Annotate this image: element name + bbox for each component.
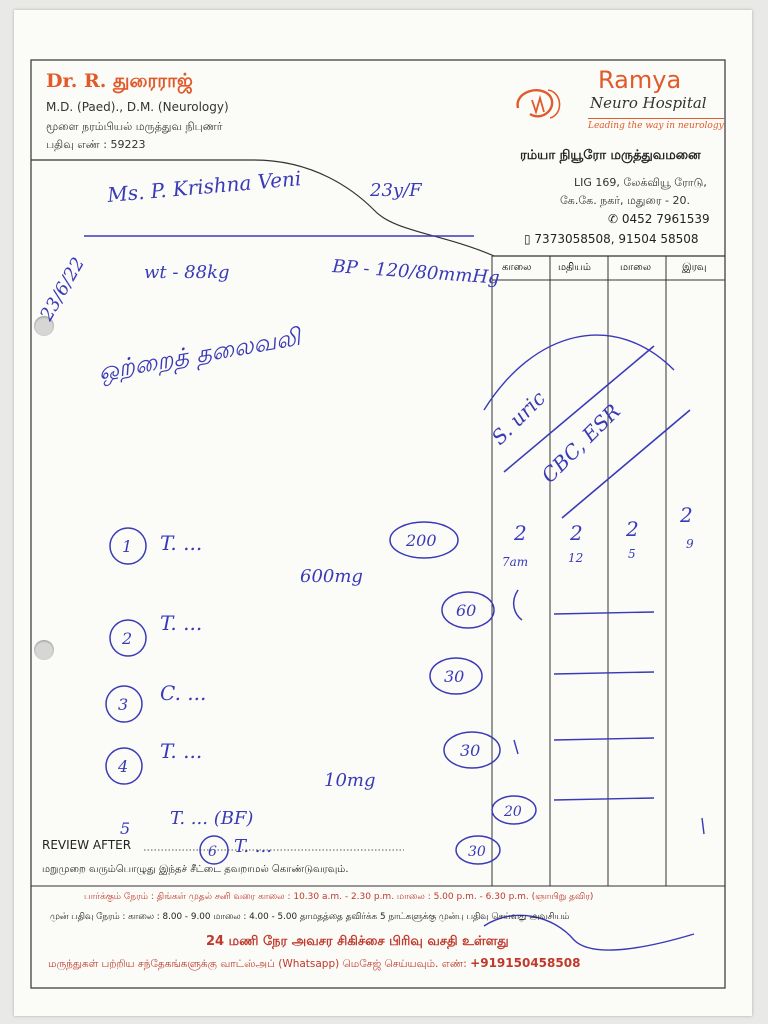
medicine-number: 5: [120, 819, 131, 838]
dose-noon: 2: [570, 521, 583, 545]
medicine-quantity: 60: [456, 601, 477, 620]
medicine-name: T. ...: [234, 836, 272, 857]
booking-hours: முன் பதிவு நேரம் : காலை : 8.00 - 9.00 மாலை : 4.00 - 5.00 தாமதத்தை தவிர்க்க 5 நாட்களுக்கு முன்பு பதிவு செய்வது அவசியம்: [50, 912, 570, 922]
return-note: மறுமுறை வரும்பொழுது இந்தச் சீட்டை தவறாமல் கொண்டுவரவும்.: [42, 864, 349, 875]
phone-icon: ✆: [608, 212, 622, 226]
whatsapp-text: மருந்துகள் பற்றிய சந்தேகங்களுக்கு வாட்ஸ்அப் (Whatsapp) மெசேஜ் செய்யவும். எண்:: [48, 958, 467, 970]
dose-header-morning: காலை: [502, 262, 532, 273]
doctor-qualification: M.D. (Paed)., D.M. (Neurology): [46, 100, 229, 114]
hospital-tamil-name: ரம்யா நியூரோ மருத்துவமனை: [520, 148, 701, 163]
medicine-number: 6: [208, 844, 217, 860]
medicine-row-1: [110, 522, 458, 587]
investigation-2: CBC, ESR: [536, 399, 625, 488]
investigation-1: S. uric: [486, 386, 551, 450]
diagnosis: ஒற்றைத் தலைவலி: [96, 322, 303, 386]
dose-evening: 2: [626, 517, 639, 541]
dose-header-evening: மாலை: [620, 262, 652, 273]
hospital-mobile-number: 7373058508, 91504 58508: [534, 232, 699, 246]
doctor-specialty: மூளை நரம்பியல் மருத்துவ நிபுணர்: [46, 120, 223, 133]
hospital-name: Ramya: [598, 66, 682, 94]
visit-date: 23/6/22: [36, 253, 90, 325]
medicine-row-4: [106, 732, 500, 791]
medicine-number: 4: [118, 757, 129, 776]
medicine-quantity: 30: [444, 667, 465, 686]
whatsapp-line: [48, 956, 580, 971]
doctor-name: Dr. R. துரைராஜ்: [46, 70, 193, 92]
patient-age-sex: 23y/F: [370, 180, 422, 201]
patient-bp: BP - 120/80mmHg: [331, 256, 501, 289]
medicine-quantity: 30: [460, 741, 481, 760]
dose-time-evening: 5: [628, 547, 636, 561]
emergency-note: 24 மணி நேர அவசர சிகிச்சை பிரிவு வசதி உள்ளது: [206, 934, 509, 949]
hospital-tagline: Leading the way in neurology: [588, 118, 724, 131]
visiting-hours: பார்க்கும் நேரம் : திங்கள் முதல் சனி வரை காலை : 10.30 a.m. - 2.30 p.m. மாலை : 5.00 p.m. - 6.30 p.m. (ஞாயிறு தவிர): [84, 892, 594, 902]
hospital-address-2: கே.கே. நகர், மதுரை - 20.: [560, 194, 690, 207]
review-after-label: REVIEW AFTER: [42, 838, 132, 852]
dose-header-night: இரவு: [682, 262, 707, 273]
medicine-row-3: [106, 658, 482, 722]
medicine-row-2: [110, 592, 494, 656]
medicine-name: T. ... (BF): [170, 808, 254, 829]
medicine-number: 1: [122, 537, 133, 556]
medicine-quantity: 200: [406, 531, 437, 550]
medicine-quantity: 20: [504, 804, 522, 820]
medicine-name: T. ...: [160, 531, 203, 555]
prescription-sheet: [14, 10, 752, 1016]
registration-number: பதிவு எண் : 59223: [46, 138, 146, 151]
medicine-quantity: 30: [468, 844, 486, 860]
medicine-strength: 10mg: [324, 770, 376, 791]
patient-weight: wt - 88kg: [144, 262, 230, 283]
whatsapp-number: +919150458508: [470, 956, 581, 970]
dose-morning: 2: [514, 521, 527, 545]
dose-time-morning: 7am: [502, 555, 529, 569]
medicine-number: 2: [122, 629, 133, 648]
medicine-row-5: [120, 796, 536, 838]
handwriting-layer: [14, 10, 752, 1016]
dose-time-night: 9: [686, 537, 694, 551]
medicine-row-6: [200, 836, 500, 864]
dose-night: 2: [680, 503, 693, 527]
dose-header-noon: மதியம்: [558, 262, 591, 273]
mobile-icon: ▯: [524, 232, 535, 246]
medicine-number: 3: [118, 695, 129, 714]
hospital-phone-number: 0452 7961539: [621, 212, 710, 226]
hospital-address-1: LIG 169, லேக்வியூ ரோடு,: [574, 176, 707, 189]
patient-name: Ms. P. Krishna Veni: [106, 166, 303, 207]
medicine-strength: 600mg: [300, 566, 363, 587]
medicine-name: T. ...: [160, 739, 203, 763]
medicine-name: T. ...: [160, 611, 203, 635]
medicine-name: C. ...: [160, 681, 207, 705]
dose-time-noon: 12: [568, 551, 584, 565]
hospital-subname: Neuro Hospital: [590, 94, 707, 112]
